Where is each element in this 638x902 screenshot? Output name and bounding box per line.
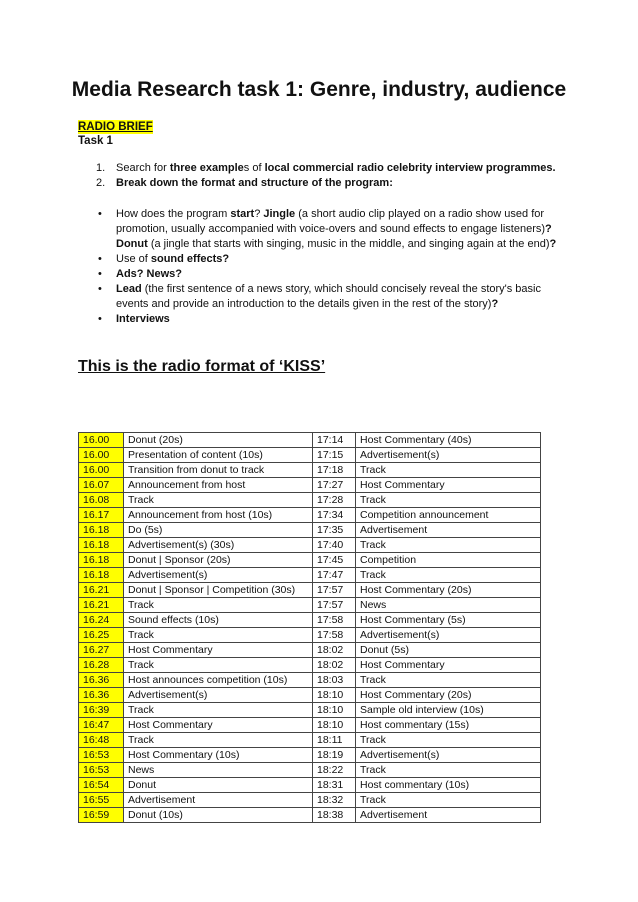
time-cell: 16.28 [79, 658, 124, 673]
time-cell: 16.21 [79, 598, 124, 613]
segment-cell: Competition announcement [356, 508, 541, 523]
text-run: s of [243, 162, 265, 174]
time-cell: 18:10 [313, 688, 356, 703]
time-cell: 16.00 [79, 448, 124, 463]
segment-cell: Track [356, 568, 541, 583]
brief-heading: RADIO BRIEF [78, 121, 153, 133]
segment-cell: Presentation of content (10s) [124, 448, 313, 463]
table-row [79, 778, 541, 793]
section-subtitle: This is the radio format of ‘KISS’ [78, 358, 326, 375]
segment-cell: Host Commentary (20s) [356, 583, 541, 598]
table-row [79, 433, 541, 448]
schedule-table [78, 432, 541, 823]
segment-cell: Track [124, 733, 313, 748]
table-row [79, 763, 541, 778]
segment-cell: Donut | Sponsor (20s) [124, 553, 313, 568]
time-cell: 17:58 [313, 628, 356, 643]
table-row [79, 553, 541, 568]
table-row [79, 748, 541, 763]
time-cell: 16.18 [79, 568, 124, 583]
text-run: local commercial radio celebrity interview programmes. [264, 162, 556, 174]
time-cell: 16:48 [79, 733, 124, 748]
bullet-icon: • [98, 283, 102, 295]
step-number: 1. [96, 162, 106, 174]
time-cell: 16.24 [79, 613, 124, 628]
segment-cell: Advertisement(s) [124, 688, 313, 703]
table-row [79, 463, 541, 478]
time-cell: 17:18 [313, 463, 356, 478]
time-cell: 17:58 [313, 613, 356, 628]
text-run: Ads? News? [116, 268, 183, 280]
text-run: Jingle [263, 208, 296, 220]
time-cell: 17:35 [313, 523, 356, 538]
time-cell: 17:57 [313, 598, 356, 613]
table-row [79, 523, 541, 538]
text-run: start [230, 208, 255, 220]
table-row [79, 628, 541, 643]
time-cell: 18:03 [313, 673, 356, 688]
page-title: Media Research task 1: Genre, industry, audience [71, 78, 567, 101]
segment-cell: Host Commentary [356, 658, 541, 673]
text-run: ? [549, 238, 557, 250]
segment-cell: Donut (5s) [356, 643, 541, 658]
text-run: ? [491, 298, 499, 310]
text-run: (a short audio clip played on a radio show used for promotion, usually accompanied with voice-overs and sound effects to engage listeners) [116, 208, 546, 235]
segment-cell: Advertisement(s) [356, 448, 541, 463]
segment-cell: Donut | Sponsor | Competition (30s) [124, 583, 313, 598]
segment-cell: Host commentary (10s) [356, 778, 541, 793]
task-step [96, 161, 566, 176]
segment-cell: Host commentary (15s) [356, 718, 541, 733]
segment-cell: Advertisement [356, 523, 541, 538]
time-cell: 16.36 [79, 673, 124, 688]
text-run: Search for [116, 162, 170, 174]
time-cell: 18:10 [313, 703, 356, 718]
table-row [79, 478, 541, 493]
question-item [96, 312, 566, 327]
time-cell: 16.08 [79, 493, 124, 508]
segment-cell: Advertisement(s) [356, 628, 541, 643]
time-cell: 16.18 [79, 538, 124, 553]
segment-cell: Host Commentary [124, 643, 313, 658]
table-row [79, 793, 541, 808]
segment-cell: Host Commentary (10s) [124, 748, 313, 763]
question-item [96, 282, 566, 312]
text-run: Lead [116, 283, 142, 295]
text-run: Use of [116, 253, 151, 265]
question-item [96, 207, 566, 252]
table-row [79, 673, 541, 688]
time-cell: 16.25 [79, 628, 124, 643]
segment-cell: Track [356, 463, 541, 478]
segment-cell: Host Commentary (20s) [356, 688, 541, 703]
bullet-icon: • [98, 208, 102, 220]
segment-cell: Track [356, 793, 541, 808]
segment-cell: Host announces competition (10s) [124, 673, 313, 688]
segment-cell: Donut (20s) [124, 433, 313, 448]
text-run: (a jingle that starts with singing, music in the middle, and singing again at the end) [147, 238, 550, 250]
time-cell: 17:27 [313, 478, 356, 493]
time-cell: 17:34 [313, 508, 356, 523]
table-row [79, 568, 541, 583]
time-cell: 17:14 [313, 433, 356, 448]
text-run: three example [169, 162, 244, 174]
table-row [79, 643, 541, 658]
segment-cell: Host Commentary (40s) [356, 433, 541, 448]
time-cell: 17:47 [313, 568, 356, 583]
segment-cell: Track [356, 763, 541, 778]
time-cell: 16.00 [79, 463, 124, 478]
segment-cell: Advertisement(s) [356, 748, 541, 763]
bullet-icon: • [98, 313, 102, 325]
segment-cell: Track [356, 733, 541, 748]
bullet-icon: • [98, 253, 102, 265]
segment-cell: Host Commentary (5s) [356, 613, 541, 628]
time-cell: 18:11 [313, 733, 356, 748]
time-cell: 16.07 [79, 478, 124, 493]
segment-cell: News [124, 763, 313, 778]
text-run: Break down the format and structure of the program: [116, 177, 393, 189]
time-cell: 16.18 [79, 553, 124, 568]
table-row [79, 583, 541, 598]
task-step [96, 176, 566, 191]
time-cell: 16:55 [79, 793, 124, 808]
segment-cell: Donut [124, 778, 313, 793]
table-row [79, 658, 541, 673]
segment-cell: Advertisement(s) [124, 568, 313, 583]
step-number: 2. [96, 177, 106, 189]
time-cell: 18:02 [313, 643, 356, 658]
table-row [79, 703, 541, 718]
segment-cell: Advertisement [124, 793, 313, 808]
question-item [96, 252, 566, 267]
table-row [79, 808, 541, 823]
time-cell: 18:22 [313, 763, 356, 778]
segment-cell: Do (5s) [124, 523, 313, 538]
question-item [96, 267, 566, 282]
table-row [79, 613, 541, 628]
time-cell: 18:32 [313, 793, 356, 808]
time-cell: 16.00 [79, 433, 124, 448]
time-cell: 17:15 [313, 448, 356, 463]
time-cell: 17:57 [313, 583, 356, 598]
text-run: (the first sentence of a news story, which should concisely reveal the story's basic events and provide an introduction to the details given in the rest of the story) [116, 283, 541, 310]
segment-cell: Advertisement(s) (30s) [124, 538, 313, 553]
segment-cell: Announcement from host [124, 478, 313, 493]
segment-cell: Advertisement [356, 808, 541, 823]
time-cell: 16.36 [79, 688, 124, 703]
segment-cell: Track [124, 628, 313, 643]
table-row [79, 538, 541, 553]
task-questions-list [96, 207, 566, 327]
task-heading: Task 1 [78, 135, 113, 147]
table-row [79, 448, 541, 463]
segment-cell: Host Commentary [356, 478, 541, 493]
time-cell: 18:38 [313, 808, 356, 823]
time-cell: 17:28 [313, 493, 356, 508]
table-row [79, 733, 541, 748]
table-row [79, 688, 541, 703]
time-cell: 16.27 [79, 643, 124, 658]
segment-cell: Announcement from host (10s) [124, 508, 313, 523]
segment-cell: Host Commentary [124, 718, 313, 733]
time-cell: 18:19 [313, 748, 356, 763]
text-run: sound effects? [150, 253, 230, 265]
time-cell: 16:39 [79, 703, 124, 718]
segment-cell: News [356, 598, 541, 613]
bullet-icon: • [98, 268, 102, 280]
time-cell: 18:31 [313, 778, 356, 793]
time-cell: 16:59 [79, 808, 124, 823]
segment-cell: Track [124, 598, 313, 613]
time-cell: 16:53 [79, 748, 124, 763]
table-row [79, 508, 541, 523]
time-cell: 16.21 [79, 583, 124, 598]
segment-cell: Track [356, 538, 541, 553]
segment-cell: Competition [356, 553, 541, 568]
table-row [79, 598, 541, 613]
time-cell: 16:53 [79, 763, 124, 778]
time-cell: 16:47 [79, 718, 124, 733]
time-cell: 18:10 [313, 718, 356, 733]
segment-cell: Track [124, 703, 313, 718]
segment-cell: Track [356, 493, 541, 508]
segment-cell: Donut (10s) [124, 808, 313, 823]
time-cell: 17:45 [313, 553, 356, 568]
task-steps-list [96, 161, 566, 191]
segment-cell: Sample old interview (10s) [356, 703, 541, 718]
segment-cell: Track [356, 673, 541, 688]
time-cell: 18:02 [313, 658, 356, 673]
table-row [79, 718, 541, 733]
table-row [79, 493, 541, 508]
segment-cell: Track [124, 658, 313, 673]
segment-cell: Track [124, 493, 313, 508]
time-cell: 16.17 [79, 508, 124, 523]
text-run: ? [254, 208, 264, 220]
time-cell: 16:54 [79, 778, 124, 793]
text-run: Interviews [116, 313, 170, 325]
text-run: ? Donut [116, 223, 552, 250]
time-cell: 17:40 [313, 538, 356, 553]
text-run: How does the program [116, 208, 231, 220]
time-cell: 16.18 [79, 523, 124, 538]
segment-cell: Sound effects (10s) [124, 613, 313, 628]
segment-cell: Transition from donut to track [124, 463, 313, 478]
